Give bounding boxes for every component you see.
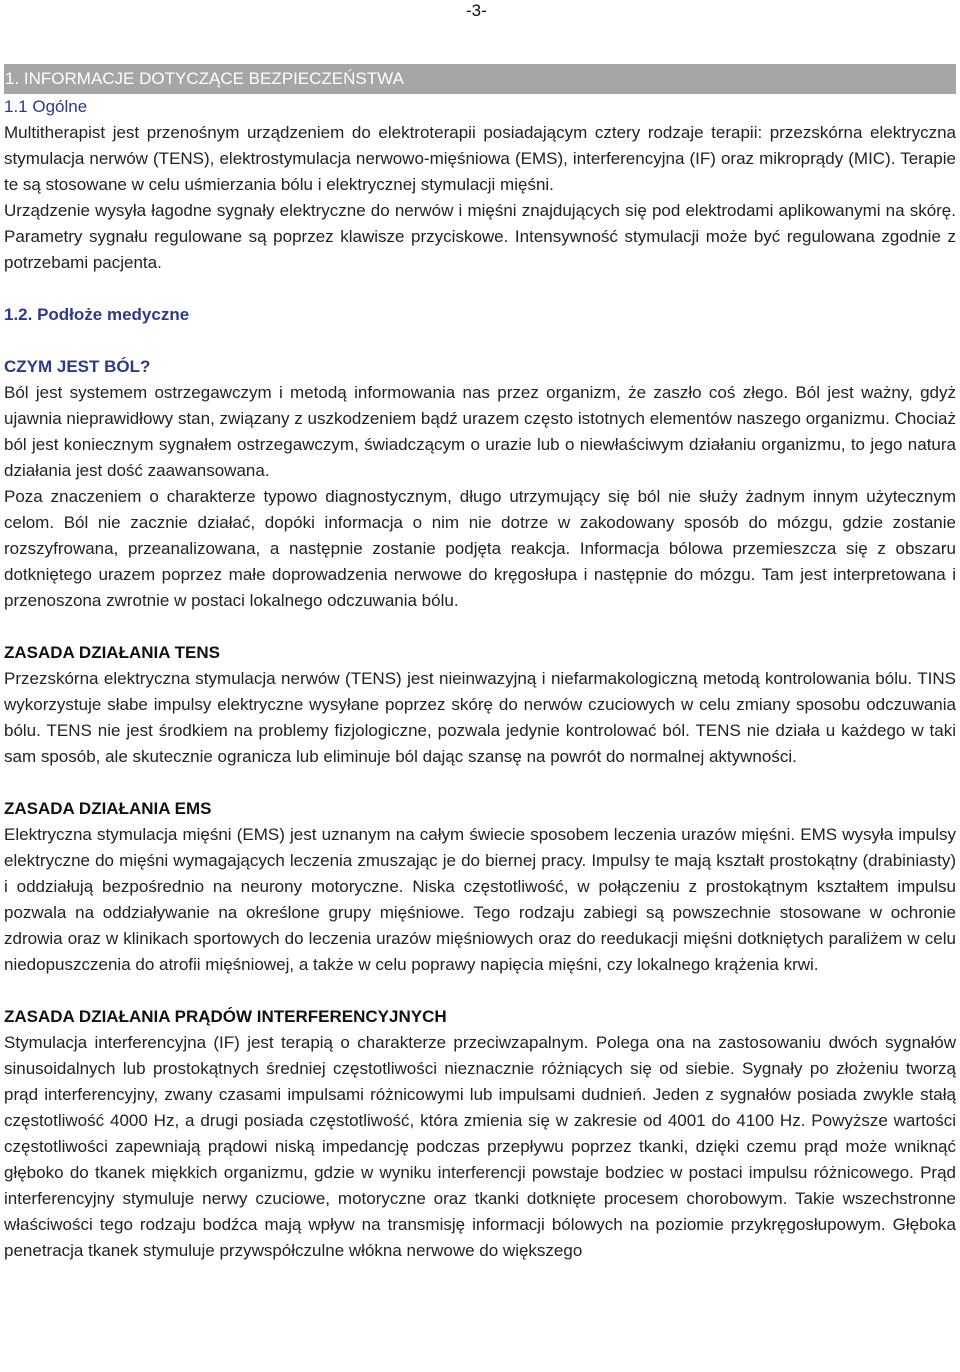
tens-heading: ZASADA DZIAŁANIA TENS bbox=[4, 643, 220, 662]
if-heading: ZASADA DZIAŁANIA PRĄDÓW INTERFERENCYJNYCH bbox=[4, 1007, 447, 1026]
pain-paragraph-2: Poza znaczeniem o charakterze typowo diagnostycznym, długo utrzymujący się ból nie służy żadnym innym użytecznym celom. Ból nie zacznie działać, dopóki informacja o nim nie dotrze w zakodowany sposób do mózgu, gdzie zostanie rozszyfrowana, przeanalizowana, a następnie zostanie podjęta reakcja. Informacja bólowa przemieszcza się z obszaru dotkniętego urazem poprzez małe doprowadzenia nerwowe do kręgosłupa i następnie do mózgu. Tam jest interpretowana i przenoszona zwrotnie w postaci lokalnego odczuwania bólu. bbox=[4, 487, 956, 610]
page-number: -3- bbox=[466, 1, 487, 20]
pain-paragraph-1: Ból jest systemem ostrzegawczym i metodą informowania nas przez organizm, że zaszło coś złego. Ból jest ważny, gdyż ujawnia nieprawidłowy stan, związany z uszkodzeniem bądź urazem często istotnych elementów naszego organizmu. Chociaż ból jest koniecznym sygnałem ostrzegawczym, świadczącym o urazie lub o niewłaściwym działaniu organizmu, to jego natura działania jest dość zaawansowana. bbox=[4, 383, 956, 480]
if-paragraph: Stymulacja interferencyjna (IF) jest terapią o charakterze przeciwzapalnym. Polega ona na zastosowaniu dwóch sygnałów sinusoidalnych lub prostokątnych średniej częstotliwości nieznacznie różniących się od siebie. Sygnały po złożeniu tworzą prąd interferencyjny, zwany czasami impulsami różnicowymi lub impulsami dudnień. Jeden z sygnałów posiada zwykle stałą częstotliwość 4000 Hz, a drugi posiada częstotliwość, która zmienia się w zakresie od 4001 do 4100 Hz. Powyższe wartości częstotliwości zapewniają prądowi niską impedancję podczas przepływu poprzez tkanki, dzięki czemu prąd może wniknąć głęboko do tkanek miękkich organizmu, gdzie w wyniku interferencji powstaje bodziec w postaci impulsu różnicowego. Prąd interferencyjny stymuluje nerwy czuciowe, motoryczne oraz tkanki dotknięte procesem chorobowym. Takie wszechstronne właściwości tego rodzaju bodźca mają wpływ na transmisję informacji bólowych na poziomie przykręgosłupowym. Głęboka penetracja tkanek stymuluje przywspółczulne włókna nerwowe do większego bbox=[4, 1033, 956, 1260]
document-body bbox=[4, 64, 956, 1264]
pain-heading: CZYM JEST BÓL? bbox=[4, 357, 151, 376]
tens-paragraph: Przezskórna elektryczna stymulacja nerwów (TENS) jest nieinwazyjną i niefarmakologiczną metodą kontrolowania bólu. TINS wykorzystuje słabe impulsy elektryczne wysyłane poprzez skórę do nerwów czuciowych w celu zmiany sposobu odczuwania bólu. TENS nie jest środkiem na problemy fizjologiczne, pozwala jedynie kontrolować ból. TENS nie działa u każdego w taki sam sposób, ale skutecznie ogranicza lub eliminuje ból dając szansę na powrót do normalnej aktywności. bbox=[4, 669, 956, 766]
section-title-bar: 1. INFORMACJE DOTYCZĄCE BEZPIECZEŃSTWA bbox=[4, 64, 956, 94]
ems-paragraph: Elektryczna stymulacja mięśni (EMS) jest uznanym na całym świecie sposobem leczenia urazów mięśni. EMS wysyła impulsy elektryczne do mięśni wymagających leczenia zmuszając je do biernej pracy. Impulsy te mają kształt prostokątny (drabiniasty) i oddziałują bezpośrednio na neurony motoryczne. Niska częstotliwość, w połączeniu z prostokątnym kształtem impulsu pozwala na oddziaływanie na określone grupy mięśniowe. Tego rodzaju zabiegi są powszechnie stosowane w ochronie zdrowia oraz w klinikach sportowych do leczenia urazów mięśniowych oraz do reedukacji mięśni dotkniętych paraliżem w celu niedopuszczenia do atrofii mięśniowej, a także w celu poprawy napięcia mięśni, czy lokalnego krążenia krwi. bbox=[4, 825, 956, 974]
ems-heading: ZASADA DZIAŁANIA EMS bbox=[4, 799, 212, 818]
general-paragraph-2: Urządzenie wysyła łagodne sygnały elektryczne do nerwów i mięśni znajdujących się pod elektrodami aplikowanymi na skórę. Parametry sygnału regulowane są poprzez klawisze przyciskowe. Intensywność stymulacji może być regulowana zgodnie z potrzebami pacjenta. bbox=[4, 201, 956, 272]
subsection-general-title: 1.1 Ogólne bbox=[4, 97, 88, 116]
general-paragraph-1: Multitherapist jest przenośnym urządzeniem do elektroterapii posiadającym cztery rodzaje terapii: przezskórna elektryczna stymulacja nerwów (TENS), elektrostymulacja nerwowo-mięśniowa (EMS), interferencyjna (IF) oraz mikroprądy (MIC). Terapie te są stosowane w celu uśmierzania bólu i elektrycznej stymulacji mięśni. bbox=[4, 123, 956, 194]
subsection-medical-title: 1.2. Podłoże medyczne bbox=[4, 305, 190, 324]
